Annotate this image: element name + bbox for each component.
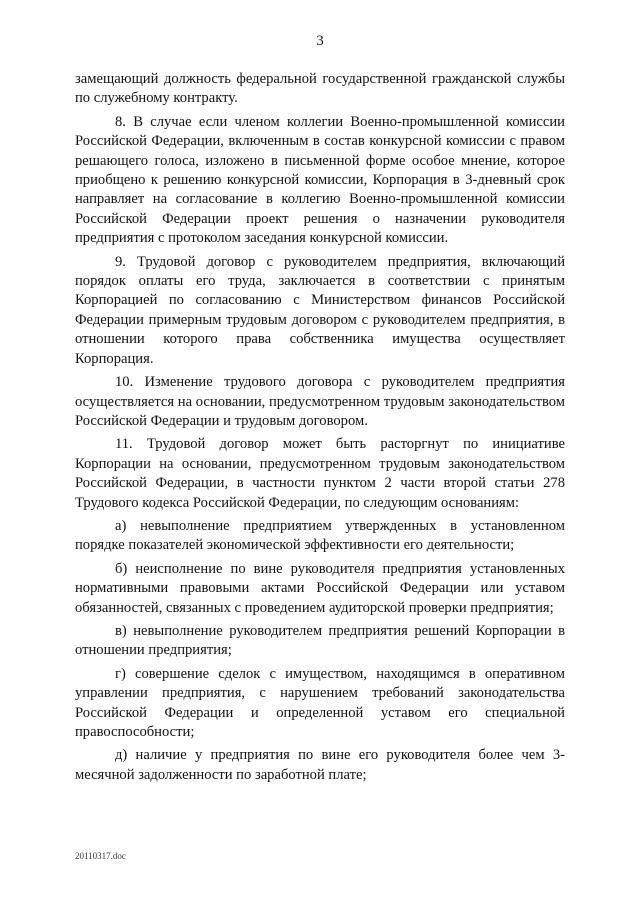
subitem-d: д) наличие у предприятия по вине его руководителя более чем 3-месячной задолженности по заработной плате;	[75, 747, 565, 783]
subitem-a: а) невыполнение предприятием утвержденных в установленном порядке показателей экономической эффективности его деятельности;	[75, 517, 565, 554]
paragraph-continuation: замещающий должность федеральной государственной гражданской службы по служебному контракту.	[75, 71, 565, 107]
document-body	[75, 70, 565, 789]
paragraph-item-10: 10. Изменение трудового договора с руководителем предприятия осуществляется на основании, предусмотренном трудовым законодательством Российской Федерации и трудовым договором.	[75, 374, 565, 429]
subitem-b: б) неисполнение по вине руководителя предприятия установленных нормативными правовыми актами Российской Федерации или уставом обязанностей, связанных с проведением аудиторской проверки предприятия;	[75, 560, 565, 616]
file-name-footer: 20110317.doc	[75, 851, 126, 861]
paragraph-item-8: 8. В случае если членом коллегии Военно-промышленной комиссии Российской Федерации, включенным в состав конкурсной комиссии с правом решающего голоса, изложено в письменной форме особое мнение, которое приобщено к решению конкурсной комиссии, Корпорация в 3-дневный срок направляет на согласование в коллегию Военно-промышленной комиссии Российской Федерации проект решения о назначении руководителя предприятия с протоколом заседания конкурсной комиссии.	[75, 113, 565, 247]
paragraph-item-9: 9. Трудовой договор с руководителем предприятия, включающий порядок оплаты его труда, заключается в соответствии с принятым Корпорацией по согласованию с Министерством финансов Российской Федерации примерным трудовым договором с руководителем предприятия, в отношении которого права собственника имущества осуществляет Корпорация.	[75, 253, 565, 367]
paragraph-item-11: 11. Трудовой договор может быть расторгнут по инициативе Корпорации на основании, предусмотренном трудовым законодательством Российской Федерации, в частности пунктом 2 части второй статьи 278 Трудового кодекса Российской Федерации, по следующим основаниям:	[75, 436, 565, 511]
subitem-g: г) совершение сделок с имуществом, находящимся в оперативном управлении предприятия, с нарушением требований законодательства Российской Федерации и определенной уставом его специальной правоспособности;	[75, 665, 565, 740]
subitem-v: в) невыполнение руководителем предприятия решений Корпорации в отношении предприятия;	[75, 622, 565, 659]
page-number: 3	[316, 33, 324, 49]
